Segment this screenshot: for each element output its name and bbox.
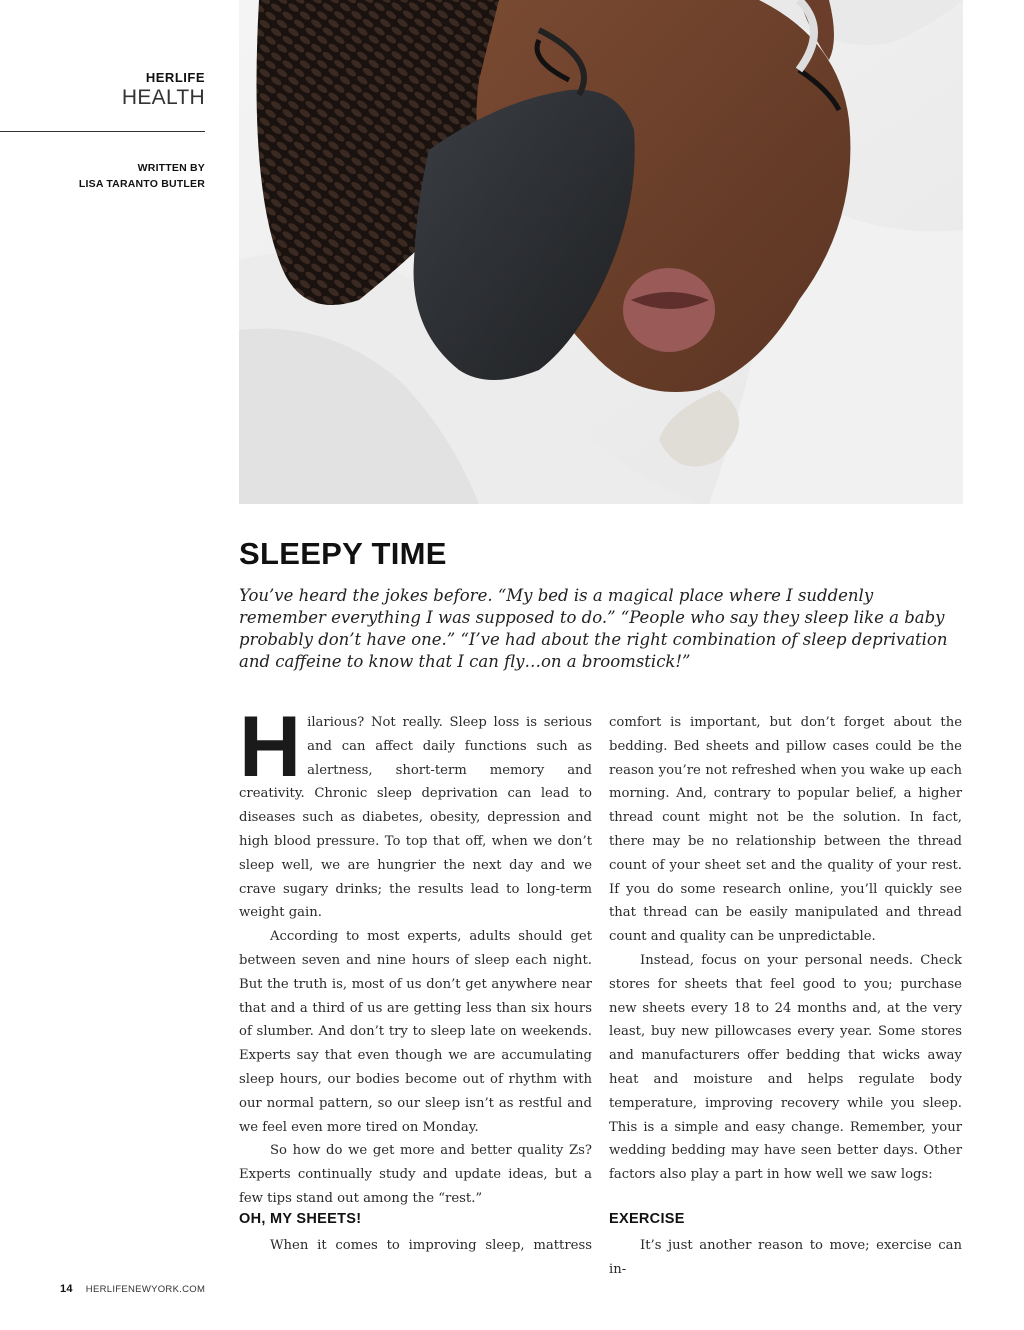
body-paragraph: According to most experts, adults should get between seven and nine hours of sleep each night. But the truth is, most of us don’t get anywhere near that and a third of us are getting less than six hours of slumber. And don’t try to sleep late on weekends. Experts say that even though we are accumulating sleep hours, our bodies become out of rhythm with our normal pattern, so our sleep isn’t as restful and we feel even more tired on Monday.	[239, 929, 592, 1135]
article-title: SLEEPY TIME	[239, 536, 447, 571]
section-brand	[0, 70, 205, 110]
body-paragraph: When it comes to improving sleep, mattress	[270, 1238, 592, 1253]
byline-label: WRITTEN BY	[137, 162, 205, 174]
body-paragraph: Hilarious? Not really. Sleep loss is serious and can affect daily functions such as alertness, short-term memory and creativity. Chronic sleep deprivation can lead to diseases such as diabetes, obesity, depression and high blood pressure. To top that off, when we don’t sleep well, we are hungrier the next day and we crave sugary drinks; the results lead to long-term weight gain.	[239, 699, 592, 921]
body-paragraph: It’s just another reason to move; exercise can in-	[609, 1238, 962, 1277]
section-name: HEALTH	[121, 86, 205, 109]
byline	[0, 160, 205, 192]
body-paragraph: Instead, focus on your personal needs. Check stores for sheets that feel good to you; purchase new sheets every 18 to 24 months and, at the very least, buy new pillowcases every year. Some stores and manufacturers offer bedding that wicks away heat and moisture and helps regulate body temperature, improving recovery while you sleep. This is a simple and easy change. Remember, your wedding bedding may have seen better days. Other factors also play a part in how well we saw logs:	[609, 952, 962, 1183]
subhead-sheets: OH, MY SHEETS!	[239, 1211, 362, 1227]
drop-cap: H	[239, 699, 302, 795]
body-paragraph: So how do we get more and better quality Zs? Experts continually study and update ideas, but a few tips stand out among the “rest.”	[239, 1143, 592, 1206]
body-column-right	[609, 711, 962, 1187]
body-paragraph: comfort is important, but don’t forget about the bedding. Bed sheets and pillow cases could be the reason you’re not refreshed when you wake up each morning. And, contrary to popular belief, a higher thread count might not be the solution. In fact, there may be no relationship between the thread count of your sheet set and the quality of your rest. If you do some research online, you’ll quickly see that thread can be easily manipulated and thread count and quality can be unpredictable.	[609, 715, 962, 945]
page-footer	[60, 1283, 205, 1295]
page-number: 14	[60, 1283, 73, 1295]
hero-photo	[239, 0, 963, 504]
subhead-exercise: EXERCISE	[609, 1211, 685, 1227]
body-column-left	[239, 699, 592, 1211]
sidebar-divider	[0, 131, 205, 132]
byline-author: LISA TARANTO BUTLER	[78, 178, 205, 190]
sleeping-woman-illustration	[239, 0, 963, 504]
site-url: HERLIFENEWYORK.COM	[85, 1284, 206, 1295]
article-dek: You’ve heard the jokes before. “My bed is a magical place where I suddenly remember everything I was supposed to do.” “People who say they sleep like a baby probably don’t have one.” “I’ve had about the right combination of sleep deprivation and caffeine to know that I can fly…on a broomstick!”	[239, 586, 948, 671]
brand-name: HERLIFE	[145, 70, 205, 85]
